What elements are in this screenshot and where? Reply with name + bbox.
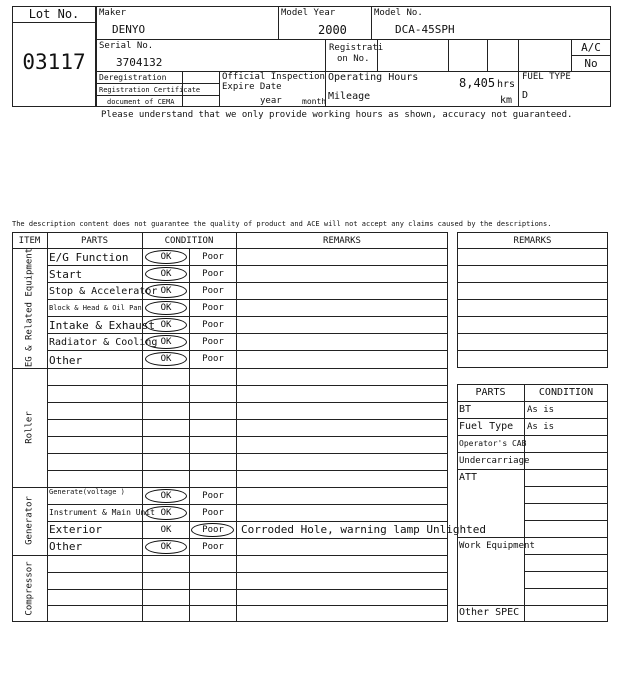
poor-label: Poor bbox=[202, 303, 224, 313]
remarks-header: REMARKS bbox=[323, 236, 361, 246]
item-header: ITEM bbox=[18, 236, 41, 246]
model-no-label: Model No. bbox=[374, 8, 423, 18]
part-exterior: Exterior bbox=[49, 523, 102, 536]
hrs-unit: hrs bbox=[497, 79, 516, 90]
right-remarks-header: REMARKS bbox=[513, 236, 552, 246]
section-eg-related-equipment: EG & Related Equipment bbox=[24, 247, 35, 368]
part-fuel-type: Fuel Type bbox=[459, 421, 514, 432]
serial-value: 3704132 bbox=[116, 56, 163, 69]
lot-label: Lot No. bbox=[28, 7, 80, 21]
poor-label: Poor bbox=[202, 508, 224, 518]
operating-hours-label: Operating Hours bbox=[328, 72, 419, 83]
lot-number: 03117 bbox=[22, 50, 86, 74]
condition-header: CONDITION bbox=[164, 236, 214, 246]
condition-header-right: CONDITION bbox=[538, 387, 594, 398]
ok-label: OK bbox=[160, 491, 172, 501]
condition-fuel-type: As is bbox=[527, 422, 555, 432]
part-instrument-main-unit: Instrument & Main Unit bbox=[49, 508, 155, 517]
poor-label: Poor bbox=[202, 286, 224, 296]
poor-label: Poor bbox=[202, 542, 224, 552]
fuel-type-value: D bbox=[522, 90, 529, 101]
maker-value: DENYO bbox=[112, 23, 146, 36]
part-eg-function: E/G Function bbox=[49, 251, 129, 264]
ok-label: OK bbox=[160, 525, 172, 535]
registration-label-1: Registrati bbox=[329, 43, 384, 53]
part-other-spec: Other SPEC bbox=[459, 607, 520, 618]
ok-label: OK bbox=[160, 337, 172, 347]
deregistration-label: Deregistration bbox=[99, 73, 167, 82]
ok-label: OK bbox=[160, 286, 172, 296]
poor-label: Poor bbox=[202, 491, 224, 501]
model-year-value: 2000 bbox=[318, 23, 347, 37]
description-note: The description content does not guarantee the quality of product and ACE will not accept any claims caused by the descriptions. bbox=[12, 220, 552, 228]
part-operators-cab: Operator's CAB bbox=[459, 439, 527, 448]
parts-header-right: PARTS bbox=[475, 387, 506, 398]
ok-label: OK bbox=[160, 303, 172, 313]
ac-value: No bbox=[584, 57, 598, 70]
km-unit: km bbox=[500, 95, 513, 106]
ok-label: OK bbox=[160, 542, 172, 552]
ok-label: OK bbox=[160, 320, 172, 330]
poor-label: Poor bbox=[202, 525, 224, 535]
part-block-head-oil-pan: Block & Head & Oil Pan bbox=[49, 304, 142, 312]
registration-certificate-label: Registration Certificate bbox=[99, 86, 201, 94]
model-no-value: DCA-45SPH bbox=[395, 23, 455, 36]
ok-label: OK bbox=[160, 252, 172, 262]
serial-label: Serial No. bbox=[99, 41, 154, 51]
poor-label: Poor bbox=[202, 337, 224, 347]
part-radiator-cooling: Radiator & Cooling bbox=[49, 337, 158, 348]
part-bt: BT bbox=[459, 404, 472, 415]
maker-label: Maker bbox=[99, 8, 127, 18]
poor-label: Poor bbox=[202, 354, 224, 364]
mileage-label: Mileage bbox=[328, 91, 371, 102]
parts-header: PARTS bbox=[80, 236, 109, 246]
ok-label: OK bbox=[160, 354, 172, 364]
part-att: ATT bbox=[459, 472, 478, 483]
model-year-label: Model Year bbox=[281, 8, 336, 18]
ac-label: A/C bbox=[581, 41, 601, 54]
part-other-generator: Other bbox=[49, 540, 83, 553]
year-label: year bbox=[260, 96, 282, 106]
inspection-label-2: Expire Date bbox=[222, 82, 282, 92]
operating-hours-value: 8,405 bbox=[459, 76, 496, 90]
section-generator: Generator bbox=[24, 496, 35, 545]
part-intake-exhaust: Intake & Exhaust bbox=[49, 319, 155, 332]
ok-label: OK bbox=[160, 508, 172, 518]
ok-label: OK bbox=[160, 269, 172, 279]
part-start: Start bbox=[49, 268, 83, 281]
registration-label-2: on No. bbox=[337, 54, 370, 64]
poor-label: Poor bbox=[202, 320, 224, 330]
remark-exterior: Corroded Hole, warning lamp Unlighted bbox=[241, 523, 487, 536]
fuel-type-label: FUEL TYPE bbox=[522, 72, 571, 82]
inspection-label-1: Official Inspection bbox=[222, 72, 325, 82]
part-stop-accelerator: Stop & Accelerator bbox=[49, 286, 158, 297]
cema-label: document of CEMA bbox=[107, 98, 175, 106]
part-other-eg: Other bbox=[49, 354, 83, 367]
part-work-equipment: Work Equipment bbox=[459, 541, 535, 551]
hours-note: Please understand that we only provide working hours as shown, accuracy not guaranteed. bbox=[101, 110, 573, 120]
month-label: month bbox=[302, 97, 327, 106]
section-compressor: Compressor bbox=[24, 561, 35, 616]
section-roller: Roller bbox=[24, 411, 35, 444]
condition-bt: As is bbox=[527, 405, 555, 415]
poor-label: Poor bbox=[202, 252, 224, 262]
part-undercarriage: Undercarriage bbox=[459, 456, 530, 466]
part-generate-voltage: Generate(voltage ) bbox=[49, 488, 125, 496]
poor-label: Poor bbox=[202, 269, 224, 279]
